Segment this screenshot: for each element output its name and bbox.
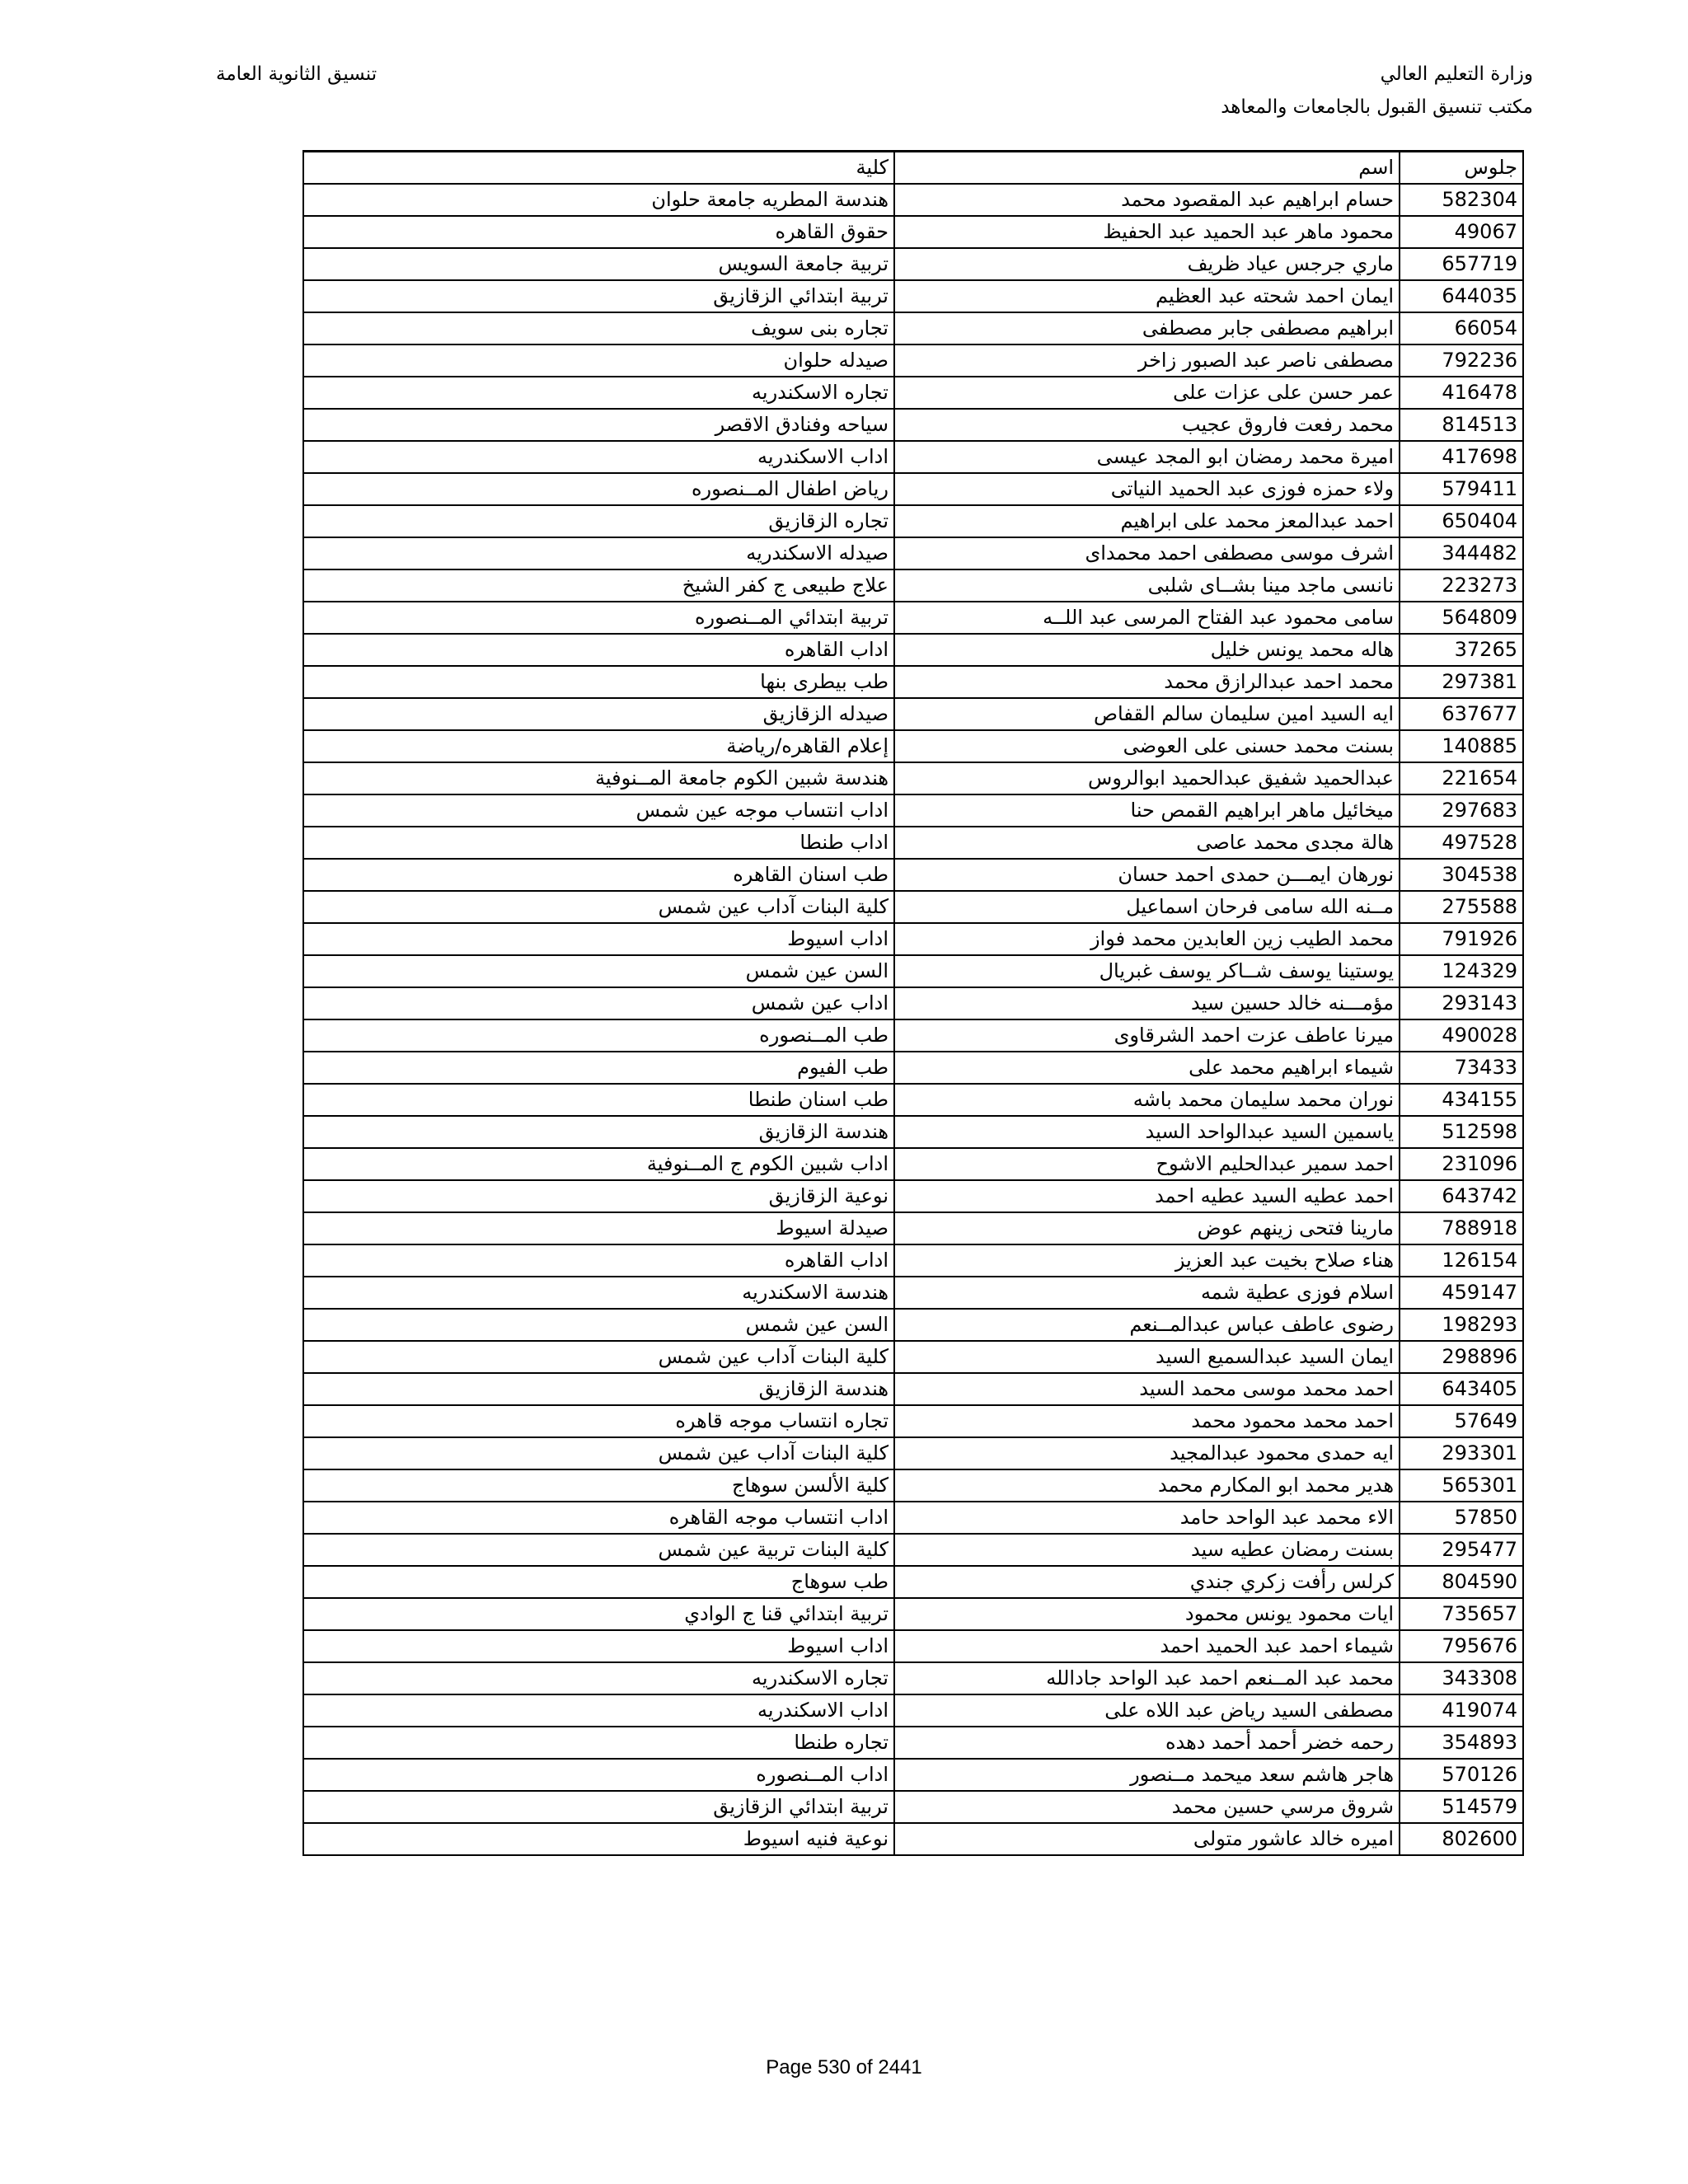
seat-cell: 657719: [1400, 248, 1523, 280]
name-cell: نوران محمد سليمان محمد باشه: [894, 1084, 1400, 1116]
table-row: [303, 955, 1523, 987]
table-row: [303, 1116, 1523, 1148]
seat-cell: 434155: [1400, 1084, 1523, 1116]
college-cell: طب الفيوم: [303, 1052, 894, 1084]
table-row: [303, 1277, 1523, 1309]
table-row: [303, 344, 1523, 377]
seat-cell: 231096: [1400, 1148, 1523, 1180]
seat-cell: 804590: [1400, 1566, 1523, 1598]
seat-cell: 497528: [1400, 827, 1523, 859]
seat-cell: 795676: [1400, 1630, 1523, 1662]
college-cell: كلية الألسن سوهاج: [303, 1469, 894, 1502]
table-row: [303, 377, 1523, 409]
name-cell: اسلام فوزى عطية شمه: [894, 1277, 1400, 1309]
column-header-seat: جلوس: [1400, 152, 1523, 185]
results-table: [302, 150, 1524, 1856]
college-cell: اداب الاسكندريه: [303, 1694, 894, 1727]
college-cell: اداب عين شمس: [303, 987, 894, 1019]
name-cell: مصطفى السيد رياض عبد اللاه على: [894, 1694, 1400, 1727]
name-cell: رحمه خضر أحمد أحمد دهده: [894, 1727, 1400, 1759]
table-row: [303, 1823, 1523, 1855]
college-cell: اداب القاهره: [303, 634, 894, 666]
seat-cell: 293143: [1400, 987, 1523, 1019]
seat-cell: 293301: [1400, 1437, 1523, 1469]
college-cell: تجاره الزقازيق: [303, 505, 894, 537]
college-cell: هندسة الاسكندريه: [303, 1277, 894, 1309]
name-cell: شيماء ابراهيم محمد على: [894, 1052, 1400, 1084]
table-row: [303, 1694, 1523, 1727]
name-cell: محمد الطيب زين العابدين محمد فواز: [894, 923, 1400, 955]
table-row: [303, 1534, 1523, 1566]
college-cell: هندسة الزقازيق: [303, 1373, 894, 1405]
seat-cell: 221654: [1400, 762, 1523, 794]
college-cell: طب بيطرى بنها: [303, 666, 894, 698]
table-row: [303, 1212, 1523, 1244]
college-cell: صيدلة اسيوط: [303, 1212, 894, 1244]
college-cell: اداب طنطا: [303, 827, 894, 859]
header-section: تنسيق الثانوية العامة: [216, 63, 377, 85]
name-cell: ميرنا عاطف عزت احمد الشرقاوى: [894, 1019, 1400, 1052]
name-cell: ايات محمود يونس محمود: [894, 1598, 1400, 1630]
seat-cell: 490028: [1400, 1019, 1523, 1052]
page-number: Page 530 of 2441: [766, 2056, 922, 2079]
name-cell: ابراهيم مصطفى جابر مصطفى: [894, 312, 1400, 344]
name-cell: احمد عبدالمعز محمد على ابراهيم: [894, 505, 1400, 537]
college-cell: هندسة المطريه جامعة حلوان: [303, 184, 894, 216]
seat-cell: 802600: [1400, 1823, 1523, 1855]
seat-cell: 791926: [1400, 923, 1523, 955]
table-row: [303, 505, 1523, 537]
header-office: مكتب تنسيق القبول بالجامعات والمعاهد: [1221, 96, 1533, 118]
table-row: [303, 1630, 1523, 1662]
seat-cell: 298896: [1400, 1341, 1523, 1373]
column-header-college: كلية: [303, 152, 894, 185]
name-cell: ايمان السيد عبدالسميع السيد: [894, 1341, 1400, 1373]
college-cell: تجاره طنطا: [303, 1727, 894, 1759]
seat-cell: 343308: [1400, 1662, 1523, 1694]
college-cell: صيدله الزقازيق: [303, 698, 894, 730]
table-row: [303, 1309, 1523, 1341]
college-cell: رياض اطفال المــنصوره: [303, 473, 894, 505]
college-cell: السن عين شمس: [303, 1309, 894, 1341]
college-cell: طب اسنان طنطا: [303, 1084, 894, 1116]
table-row: [303, 794, 1523, 827]
header-ministry-block: [1221, 58, 1533, 124]
table-row: [303, 1405, 1523, 1437]
table-row: [303, 184, 1523, 216]
seat-cell: 579411: [1400, 473, 1523, 505]
college-cell: إعلام القاهره/رياضة: [303, 730, 894, 762]
table-row: [303, 1180, 1523, 1212]
header-ministry: وزارة التعليم العالي: [1380, 63, 1533, 85]
seat-cell: 275588: [1400, 891, 1523, 923]
seat-cell: 57649: [1400, 1405, 1523, 1437]
table-row: [303, 248, 1523, 280]
seat-cell: 512598: [1400, 1116, 1523, 1148]
college-cell: تربية جامعة السويس: [303, 248, 894, 280]
name-cell: احمد محمد محمود محمد: [894, 1405, 1400, 1437]
college-cell: طب اسنان القاهره: [303, 859, 894, 891]
name-cell: سامى محمود عبد الفتاح المرسى عبد اللــه: [894, 602, 1400, 634]
name-cell: محمود ماهر عبد الحميد عبد الحفيظ: [894, 216, 1400, 248]
table-row: [303, 1437, 1523, 1469]
seat-cell: 297381: [1400, 666, 1523, 698]
table-row: [303, 987, 1523, 1019]
table-row: [303, 730, 1523, 762]
name-cell: اميرة محمد رمضان ابو المجد عيسى: [894, 441, 1400, 473]
table-row: [303, 634, 1523, 666]
college-cell: كلية البنات آداب عين شمس: [303, 1437, 894, 1469]
college-cell: اداب الاسكندريه: [303, 441, 894, 473]
seat-cell: 582304: [1400, 184, 1523, 216]
table-row: [303, 216, 1523, 248]
seat-cell: 650404: [1400, 505, 1523, 537]
name-cell: ايه السيد امين سليمان سالم القفاص: [894, 698, 1400, 730]
college-cell: سياحه وفنادق الاقصر: [303, 409, 894, 441]
name-cell: ياسمين السيد عبدالواحد السيد: [894, 1116, 1400, 1148]
seat-cell: 643405: [1400, 1373, 1523, 1405]
name-cell: ولاء حمزه فوزى عبد الحميد النياتى: [894, 473, 1400, 505]
name-cell: هناء صلاح بخيت عبد العزيز: [894, 1244, 1400, 1277]
name-cell: احمد سمير عبدالحليم الاشوح: [894, 1148, 1400, 1180]
name-cell: مارينا فتحى زينهم عوض: [894, 1212, 1400, 1244]
seat-cell: 198293: [1400, 1309, 1523, 1341]
college-cell: تجاره بنى سويف: [303, 312, 894, 344]
college-cell: تجاره الاسكندريه: [303, 1662, 894, 1694]
name-cell: بسنت محمد حسنى على العوضى: [894, 730, 1400, 762]
seat-cell: 304538: [1400, 859, 1523, 891]
table-row: [303, 1084, 1523, 1116]
name-cell: الاء محمد عبد الواحد حامد: [894, 1502, 1400, 1534]
name-cell: بسنت رمضان عطيه سيد: [894, 1534, 1400, 1566]
name-cell: هدير محمد ابو المكارم محمد: [894, 1469, 1400, 1502]
college-cell: السن عين شمس: [303, 955, 894, 987]
college-cell: صيدله الاسكندريه: [303, 537, 894, 569]
seat-cell: 792236: [1400, 344, 1523, 377]
name-cell: محمد احمد عبدالرازق محمد: [894, 666, 1400, 698]
college-cell: تجاره الاسكندريه: [303, 377, 894, 409]
seat-cell: 140885: [1400, 730, 1523, 762]
seat-cell: 419074: [1400, 1694, 1523, 1727]
seat-cell: 126154: [1400, 1244, 1523, 1277]
name-cell: مصطفى ناصر عبد الصبور زاخر: [894, 344, 1400, 377]
college-cell: اداب القاهره: [303, 1244, 894, 1277]
college-cell: تربية ابتدائي قنا ج الوادي: [303, 1598, 894, 1630]
table-row: [303, 923, 1523, 955]
college-cell: تربية ابتدائي المــنصوره: [303, 602, 894, 634]
seat-cell: 416478: [1400, 377, 1523, 409]
college-cell: اداب المــنصوره: [303, 1759, 894, 1791]
name-cell: يوستينا يوسف شــاكر يوسف غبريال: [894, 955, 1400, 987]
name-cell: هاجر هاشم سعد ميحمد مــنصور: [894, 1759, 1400, 1791]
college-cell: تربية ابتدائي الزقازيق: [303, 1791, 894, 1823]
college-cell: نوعية فنيه اسيوط: [303, 1823, 894, 1855]
table-row: [303, 859, 1523, 891]
table-row: [303, 1373, 1523, 1405]
name-cell: ماري جرجس عياد ظريف: [894, 248, 1400, 280]
name-cell: محمد رفعت فاروق عجيب: [894, 409, 1400, 441]
seat-cell: 417698: [1400, 441, 1523, 473]
name-cell: عمر حسن على عزات على: [894, 377, 1400, 409]
table-row: [303, 698, 1523, 730]
seat-cell: 644035: [1400, 280, 1523, 312]
seat-cell: 73433: [1400, 1052, 1523, 1084]
seat-cell: 295477: [1400, 1534, 1523, 1566]
seat-cell: 354893: [1400, 1727, 1523, 1759]
seat-cell: 514579: [1400, 1791, 1523, 1823]
college-cell: كلية البنات آداب عين شمس: [303, 1341, 894, 1373]
seat-cell: 565301: [1400, 1469, 1523, 1502]
table-row: [303, 1759, 1523, 1791]
seat-cell: 37265: [1400, 634, 1523, 666]
seat-cell: 223273: [1400, 569, 1523, 602]
table-row: [303, 827, 1523, 859]
table-row: [303, 537, 1523, 569]
name-cell: كرلس رأفت زكري جندي: [894, 1566, 1400, 1598]
college-cell: كلية البنات آداب عين شمس: [303, 891, 894, 923]
seat-cell: 344482: [1400, 537, 1523, 569]
college-cell: طب سوهاج: [303, 1566, 894, 1598]
name-cell: ايه حمدى محمود عبدالمجيد: [894, 1437, 1400, 1469]
seat-cell: 570126: [1400, 1759, 1523, 1791]
table-row: [303, 280, 1523, 312]
seat-cell: 637677: [1400, 698, 1523, 730]
seat-cell: 57850: [1400, 1502, 1523, 1534]
name-cell: شروق مرسي حسين محمد: [894, 1791, 1400, 1823]
seat-cell: 643742: [1400, 1180, 1523, 1212]
table-row: [303, 1791, 1523, 1823]
table-row: [303, 1019, 1523, 1052]
table-row: [303, 666, 1523, 698]
name-cell: احمد محمد موسى محمد السيد: [894, 1373, 1400, 1405]
table-row: [303, 891, 1523, 923]
table-row: [303, 312, 1523, 344]
name-cell: عبدالحميد شفيق عبدالحميد ابوالروس: [894, 762, 1400, 794]
seat-cell: 49067: [1400, 216, 1523, 248]
table-header-row: [303, 152, 1523, 185]
college-cell: حقوق القاهره: [303, 216, 894, 248]
name-cell: رضوى عاطف عباس عبدالمــنعم: [894, 1309, 1400, 1341]
seat-cell: 297683: [1400, 794, 1523, 827]
name-cell: ايمان احمد شحته عبد العظيم: [894, 280, 1400, 312]
table-row: [303, 441, 1523, 473]
results-table-body: [303, 152, 1523, 1856]
table-row: [303, 473, 1523, 505]
name-cell: حسام ابراهيم عبد المقصود محمد: [894, 184, 1400, 216]
seat-cell: 564809: [1400, 602, 1523, 634]
seat-cell: 124329: [1400, 955, 1523, 987]
name-cell: محمد عبد المــنعم احمد عبد الواحد جادالله: [894, 1662, 1400, 1694]
college-cell: هندسة الزقازيق: [303, 1116, 894, 1148]
college-cell: تربية ابتدائي الزقازيق: [303, 280, 894, 312]
name-cell: هالة مجدى محمد عاصى: [894, 827, 1400, 859]
seat-cell: 735657: [1400, 1598, 1523, 1630]
table-row: [303, 1244, 1523, 1277]
name-cell: نانسى ماجد مينا بشــاى شلبى: [894, 569, 1400, 602]
name-cell: اشرف موسى مصطفى احمد محمداى: [894, 537, 1400, 569]
seat-cell: 814513: [1400, 409, 1523, 441]
table-row: [303, 1598, 1523, 1630]
name-cell: مــنه الله سامى فرحان اسماعيل: [894, 891, 1400, 923]
name-cell: احمد عطيه السيد عطيه احمد: [894, 1180, 1400, 1212]
table-row: [303, 1727, 1523, 1759]
table-row: [303, 1502, 1523, 1534]
table-row: [303, 1148, 1523, 1180]
table-row: [303, 1341, 1523, 1373]
college-cell: كلية البنات تربية عين شمس: [303, 1534, 894, 1566]
college-cell: اداب انتساب موجه عين شمس: [303, 794, 894, 827]
name-cell: مؤمـــنه خالد حسين سيد: [894, 987, 1400, 1019]
college-cell: اداب اسيوط: [303, 923, 894, 955]
college-cell: اداب اسيوط: [303, 1630, 894, 1662]
college-cell: نوعية الزقازيق: [303, 1180, 894, 1212]
table-row: [303, 409, 1523, 441]
table-row: [303, 569, 1523, 602]
seat-cell: 66054: [1400, 312, 1523, 344]
table-row: [303, 1566, 1523, 1598]
college-cell: تجاره انتساب موجه قاهره: [303, 1405, 894, 1437]
college-cell: اداب شبين الكوم ج المــنوفية: [303, 1148, 894, 1180]
table-row: [303, 1662, 1523, 1694]
name-cell: هاله محمد يونس خليل: [894, 634, 1400, 666]
name-cell: اميره خالد عاشور متولى: [894, 1823, 1400, 1855]
seat-cell: 788918: [1400, 1212, 1523, 1244]
college-cell: علاج طبيعى ج كفر الشيخ: [303, 569, 894, 602]
table-row: [303, 602, 1523, 634]
table-row: [303, 1052, 1523, 1084]
college-cell: هندسة شبين الكوم جامعة المــنوفية: [303, 762, 894, 794]
column-header-name: اسم: [894, 152, 1400, 185]
college-cell: اداب انتساب موجه القاهره: [303, 1502, 894, 1534]
name-cell: نورهان ايمـــن حمدى احمد حسان: [894, 859, 1400, 891]
seat-cell: 459147: [1400, 1277, 1523, 1309]
name-cell: شيماء احمد عبد الحميد احمد: [894, 1630, 1400, 1662]
name-cell: ميخائيل ماهر ابراهيم القمص حنا: [894, 794, 1400, 827]
table-row: [303, 1469, 1523, 1502]
table-row: [303, 762, 1523, 794]
college-cell: صيدله حلوان: [303, 344, 894, 377]
college-cell: طب المــنصوره: [303, 1019, 894, 1052]
